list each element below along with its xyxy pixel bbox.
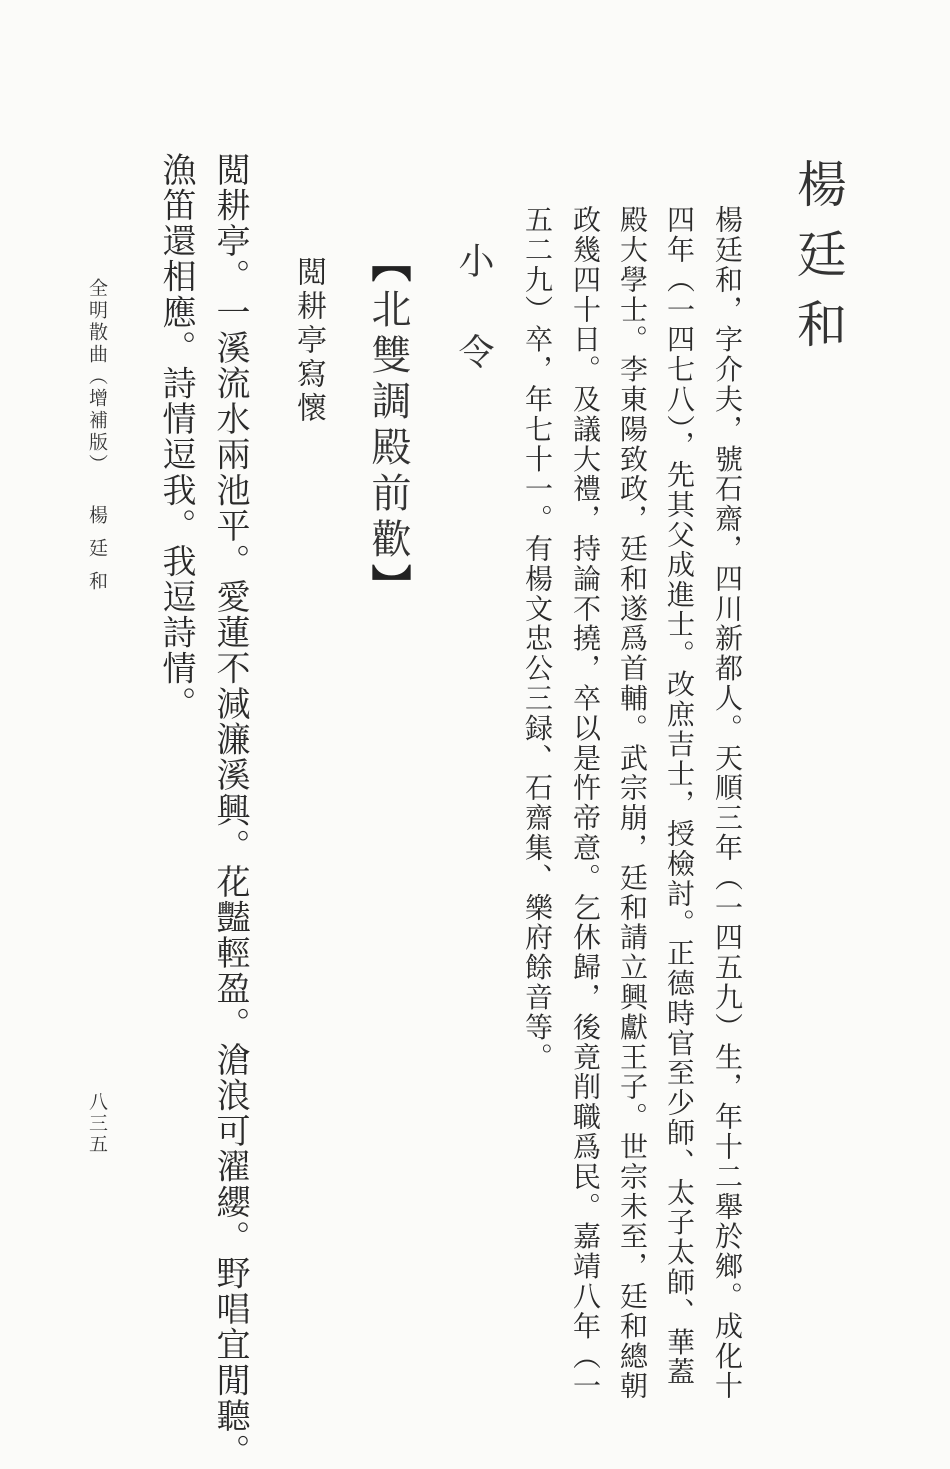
verse-line-1: 閲耕亭。一溪流水兩池平。愛蓮不減濂溪興。花豔輕盈。滄浪可濯纓。野唱宜閒聽。 xyxy=(210,152,250,1469)
page-number: 八三五 xyxy=(86,1092,108,1155)
biography-line-5: 五二九）卒，年七十一。有楊文忠公三録、石齋集、樂府餘音等。 xyxy=(521,205,554,1073)
verse-line-2: 漁笛還相應。詩情逗我。我逗詩情。 xyxy=(156,152,196,722)
footer-author: 楊廷和 xyxy=(86,505,108,604)
tune-bracket-open: 【 xyxy=(365,242,412,288)
section-heading: 小令 xyxy=(453,242,494,424)
biography-line-2: 四年（一四七八），先其父成進士。改庶吉士，授檢討。正德時官至少師、太子太師、華蓋 xyxy=(663,205,696,1387)
footer-book-title: 全明散曲（增補版） xyxy=(86,278,108,476)
author-heading: 楊廷和 xyxy=(789,158,847,368)
tune-bracket-close: 】 xyxy=(365,564,412,610)
biography-line-1: 楊廷和，字介夫，號石齋，四川新都人。天順三年（一四五九）生，年十二舉於鄉。成化十 xyxy=(711,205,744,1401)
biography-line-3: 殿大學士。李東陽致政，廷和遂爲首輔。武宗崩，廷和請立興獻王子。世宗未至，廷和總朝 xyxy=(616,205,649,1401)
tune-name-heading xyxy=(360,242,417,610)
biography-line-4: 政幾四十日。及議大禮，持論不撓，卒以是忤帝意。乞休歸，後竟削職爲民。嘉靖八年（一 xyxy=(569,205,602,1401)
song-title: 閲耕亭寫懷 xyxy=(291,256,326,426)
tune-name: 北雙調殿前歡 xyxy=(365,288,411,564)
